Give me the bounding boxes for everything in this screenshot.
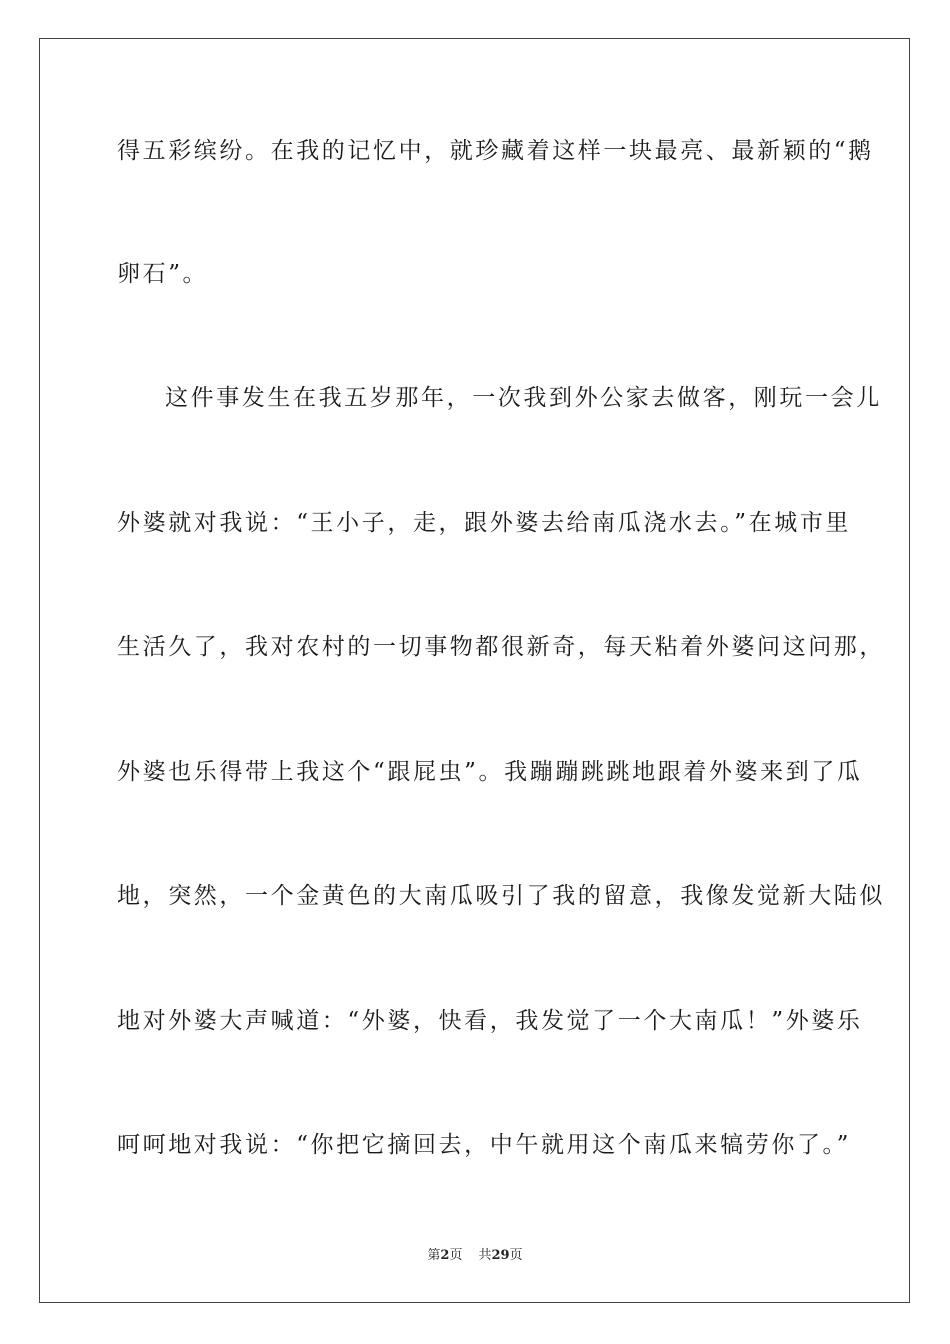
text-line-7: 地，突然，一个金黄色的大南瓜吸引了我的留意，我像发觉新大陆似 [117,883,885,909]
page-border [39,38,910,1303]
text-line-1: 得五彩缤纷。在我的记忆中，就珍藏着这样一块最亮、最新颖的“鹅 [117,138,874,164]
page-footer [0,1247,950,1265]
page-suffix: 页 [449,1248,463,1263]
paragraph-start-line: 这件事发生在我五岁那年，一次我到外公家去做客，刚玩一会儿 [165,385,882,411]
total-pages: 29 [491,1248,510,1263]
page-prefix: 第 [427,1248,441,1263]
page-number: 2 [440,1248,450,1263]
text-line-8: 地对外婆大声喊道：“外婆，快看，我发觉了一个大南瓜！”外婆乐 [117,1008,863,1034]
text-line-9: 呵呵地对我说：“你把它摘回去，中午就用这个南瓜来犒劳你了。” [117,1132,852,1158]
total-suffix: 页 [509,1248,523,1263]
total-prefix: 共 [478,1248,492,1263]
text-line-6: 外婆也乐得带上我这个“跟屁虫”。我蹦蹦跳跳地跟着外婆来到了瓜 [117,759,863,785]
text-line-4: 外婆就对我说：“王小子，走，跟外婆去给南瓜浇水去。”在城市里 [117,510,852,536]
text-line-5: 生活久了，我对农村的一切事物都很新奇，每天粘着外婆问这问那， [117,634,885,660]
text-line-2: 卵石”。 [117,261,209,287]
